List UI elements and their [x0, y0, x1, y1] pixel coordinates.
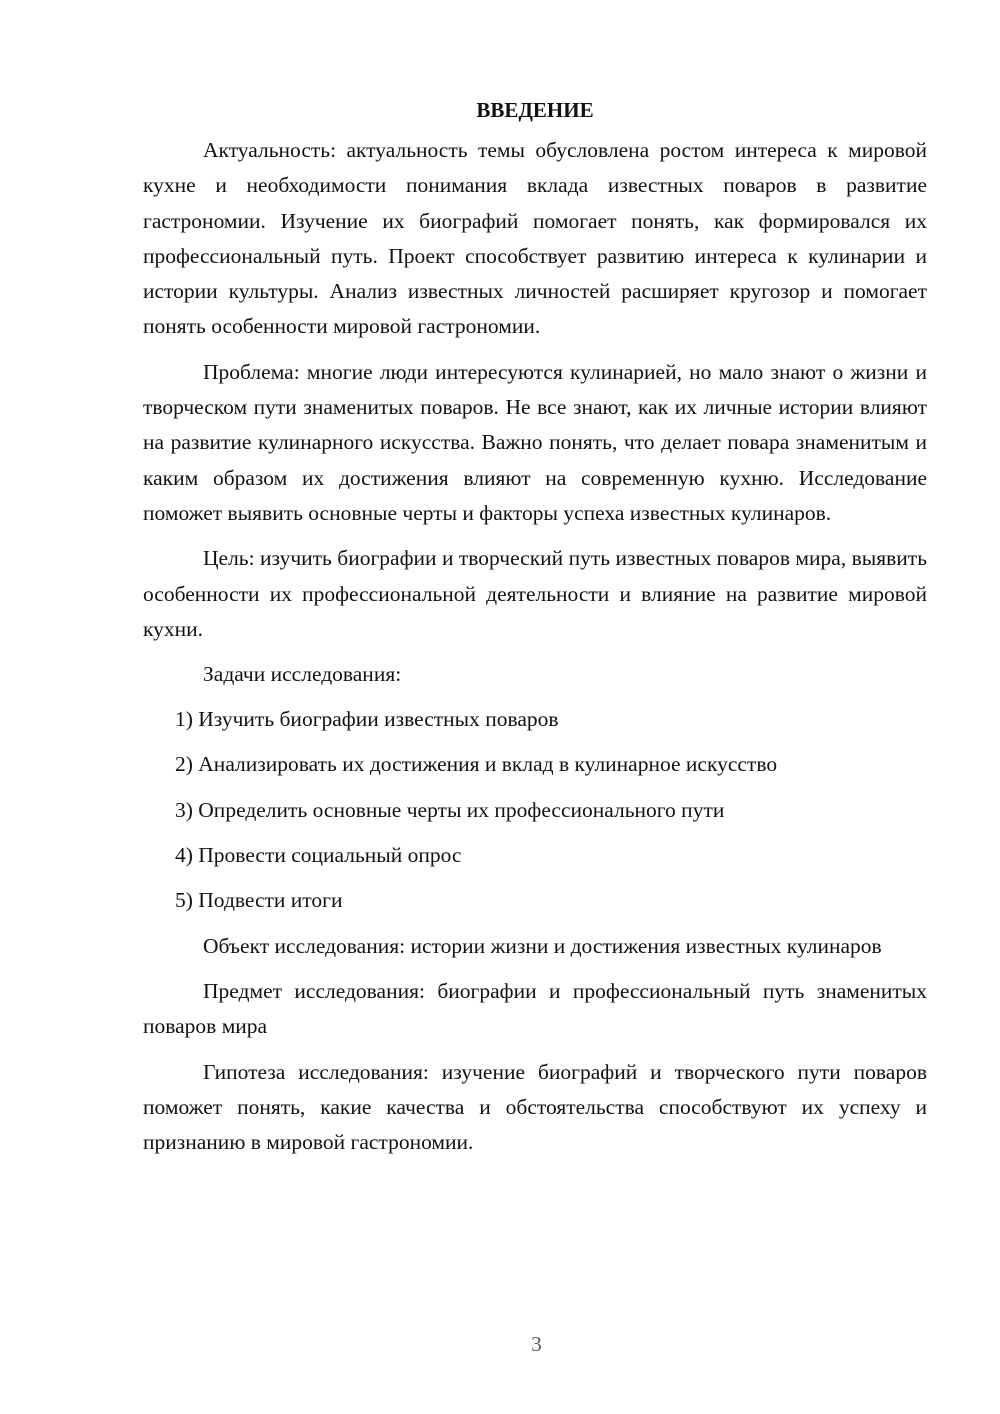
- goal-paragraph: Цель: изучить биографии и творческий путь известных поваров мира, выявить особенности их профессиональной деятельности и влияние на развитие мировой кухни.: [143, 546, 927, 641]
- page-title: ВВЕДЕНИЕ: [476, 98, 594, 122]
- page-number: 3: [531, 1332, 542, 1356]
- relevance-paragraph: Актуальность: актуальность темы обусловлена ростом интереса к мировой кухне и необходимости понимания вклада известных поваров в развитие гастрономии. Изучение их биографий помогает понять, как формировался их профессиональный путь. Проект способствует развитию интереса к кулинарии и истории культуры. Анализ известных личностей расширяет кругозор и помогает понять особенности мировой гастрономии.: [143, 138, 927, 339]
- object-paragraph: Объект исследования: истории жизни и достижения известных кулинаров: [203, 933, 882, 958]
- tasks-list: [143, 702, 927, 918]
- task-item-4: 4) Провести социальный опрос: [175, 843, 462, 868]
- subject-paragraph: Предмет исследования: биографии и профессиональный путь знаменитых поваров мира: [143, 978, 927, 1039]
- tasks-heading: Задачи исследования:: [203, 662, 402, 687]
- task-item-3: 3) Определить основные черты их профессионального пути: [175, 797, 725, 822]
- document-page: [143, 95, 927, 1170]
- task-item-2: 2) Анализировать их достижения и вклад в кулинарное искусство: [175, 752, 778, 777]
- hypothesis-paragraph: Гипотеза исследования: изучение биографий и творческого пути поваров поможет понять, какие качества и обстоятельства способствуют их успеху и признанию в мировой гастрономии.: [143, 1059, 927, 1155]
- task-item-5: 5) Подвести итоги: [175, 888, 343, 913]
- problem-paragraph: Проблема: многие люди интересуются кулинарией, но мало знают о жизни и творческом пути знаменитых поваров. Не все знают, как их личные истории влияют на развитие кулинарного искусства. Важно понять, что делает повара знаменитым и каким образом их достижения влияют на современную кухню. Исследование поможет выявить основные черты и факторы успеха известных кулинаров.: [143, 359, 927, 525]
- task-item-1: 1) Изучить биографии известных поваров: [175, 707, 559, 732]
